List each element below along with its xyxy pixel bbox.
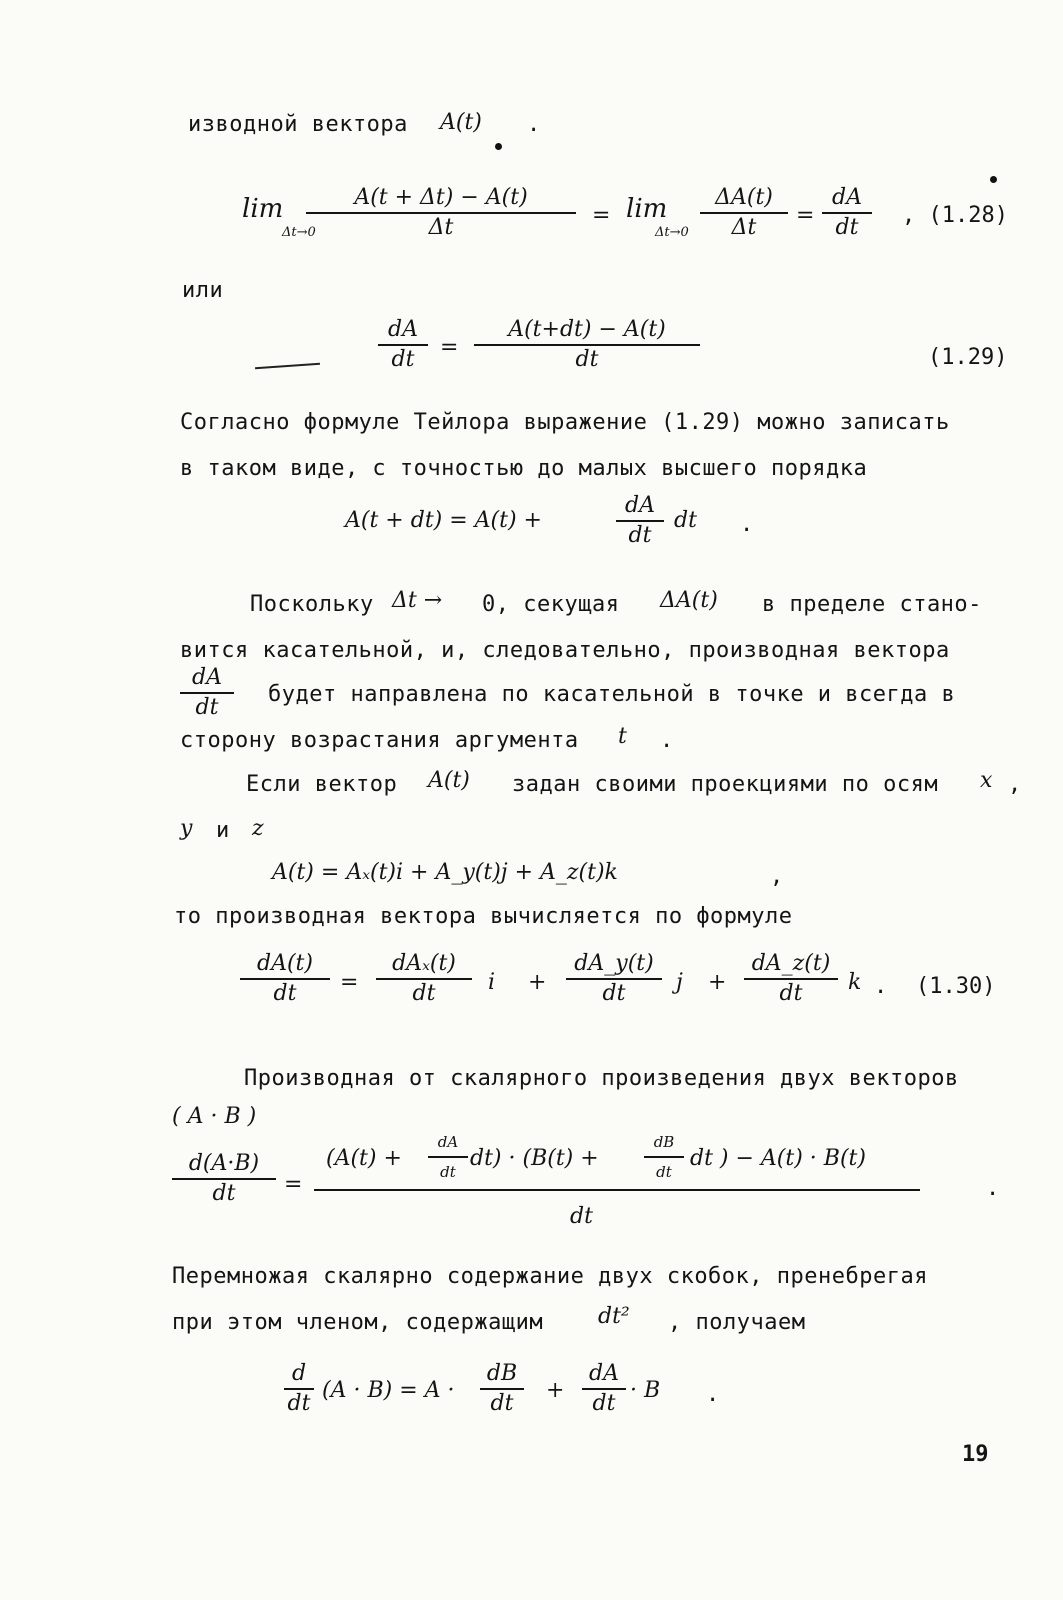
numerator: A(t + Δt) − A(t) xyxy=(354,185,528,210)
numerator: dB xyxy=(653,1133,675,1151)
text-line: сторону возрастания аргумента xyxy=(180,728,579,753)
text-line: вится касательной, и, следовательно, производная вектора xyxy=(180,638,950,663)
denominator: dt xyxy=(592,1391,616,1416)
denominator: dt xyxy=(287,1391,311,1416)
equation-number: (1.29) xyxy=(928,345,1008,370)
final-middle: (A · B) = A · xyxy=(322,1378,455,1403)
taylor-fraction xyxy=(616,492,664,550)
final-dB-dt xyxy=(480,1360,524,1418)
numerator: dA xyxy=(388,317,418,342)
numerator: A(t+dt) − A(t) xyxy=(508,317,666,342)
text-line: и xyxy=(216,818,230,843)
text-line: то производная вектора вычисляется по формуле xyxy=(174,904,793,929)
lim-subscript: Δt→0 xyxy=(282,225,316,240)
numerator: dA xyxy=(192,665,222,690)
equals: = xyxy=(440,335,459,360)
punct: . xyxy=(706,1382,720,1407)
text-line: в пределе стано- xyxy=(762,592,982,617)
denominator: dt xyxy=(391,347,415,372)
numerator: dA xyxy=(625,493,655,518)
text-line: в таком виде, с точностью до малых высшего порядка xyxy=(180,456,868,481)
equation-1-29-lhs xyxy=(378,316,428,374)
denominator: dt xyxy=(779,981,803,1006)
denominator: dt xyxy=(602,981,626,1006)
dot-product-lhs xyxy=(172,1150,276,1208)
punct: . xyxy=(527,112,541,137)
equals: = xyxy=(284,1172,303,1197)
denominator: dt xyxy=(835,215,859,240)
numerator: ΔA(t) xyxy=(715,185,773,210)
denominator: dt xyxy=(273,981,297,1006)
numerator: dA xyxy=(437,1133,459,1151)
numerator: dA xyxy=(832,185,862,210)
equation-1-30-z xyxy=(744,950,838,1008)
equation-1-28-fraction-2 xyxy=(700,184,788,242)
unit-k: k xyxy=(848,970,862,995)
plus: + xyxy=(546,1378,565,1403)
math-z: z xyxy=(252,816,264,841)
math-vector-A-t: A(t) xyxy=(428,768,470,793)
numerator: dA_z(t) xyxy=(751,951,831,976)
denominator: dt xyxy=(575,347,599,372)
punct: . xyxy=(740,512,754,537)
text-line: Поскольку xyxy=(250,592,374,617)
denominator: dt xyxy=(412,981,436,1006)
denominator: dt xyxy=(656,1163,672,1181)
equation-1-29-rhs xyxy=(474,316,700,374)
math-y: y xyxy=(180,816,193,841)
numerator: d xyxy=(291,1361,307,1386)
page-number: 19 xyxy=(962,1442,989,1467)
denominator: Δt xyxy=(731,215,757,240)
final-d-dt xyxy=(284,1360,314,1418)
math-delta-A: ΔA(t) xyxy=(660,588,718,613)
math-x: x xyxy=(980,768,993,793)
punct: . xyxy=(660,728,674,753)
numerator: dA xyxy=(589,1361,619,1386)
big-numerator-part-a: (A(t) + xyxy=(326,1146,402,1171)
text-line: Перемножая скалярно содержание двух скобок, пренебрегая xyxy=(172,1264,928,1289)
text-line: Согласно формуле Тейлора выражение (1.29) можно записать xyxy=(180,410,950,435)
denominator: dt xyxy=(490,1391,514,1416)
equals: = xyxy=(592,203,611,228)
equals: = xyxy=(340,970,359,995)
inner-fraction-dB-dt xyxy=(644,1128,684,1186)
denominator: dt xyxy=(628,523,652,548)
projection-formula: A(t) = Aₓ(t)i + A_y(t)j + A_z(t)k xyxy=(272,860,618,885)
numerator: dB xyxy=(486,1361,518,1386)
equation-1-30-lhs xyxy=(240,950,330,1008)
big-numerator-part-b: dt) · (B(t) + xyxy=(470,1146,599,1171)
text-line: Если вектор xyxy=(246,772,398,797)
punct: , xyxy=(770,864,784,889)
math-dt-squared: dt² xyxy=(598,1304,630,1329)
inner-fraction-dA-dt xyxy=(428,1128,468,1186)
taylor-lhs: A(t + dt) = A(t) + xyxy=(345,508,542,533)
big-denominator: dt xyxy=(570,1204,593,1229)
text-line: изводной вектора xyxy=(188,112,408,137)
numerator: d(A·B) xyxy=(188,1151,260,1176)
punct: , xyxy=(1008,772,1022,797)
taylor-dt: dt xyxy=(674,508,697,533)
pen-mark xyxy=(255,363,320,370)
lim-operator: lim xyxy=(242,194,284,224)
text-line: или xyxy=(182,278,224,303)
equation-1-28-fraction-3 xyxy=(822,184,872,242)
equals: = xyxy=(796,203,815,228)
numerator: dA(t) xyxy=(257,951,313,976)
final-end: · B xyxy=(630,1378,661,1403)
equation-1-30-y xyxy=(566,950,662,1008)
punct: . xyxy=(874,974,888,999)
math-t: t xyxy=(618,724,627,749)
numerator: dAₓ(t) xyxy=(392,951,456,976)
denominator: Δt xyxy=(428,215,454,240)
denominator: dt xyxy=(195,695,219,720)
lim-subscript: Δt→0 xyxy=(655,225,689,240)
text-line: Производная от скалярного произведения двух векторов xyxy=(244,1066,959,1091)
math-dot-product: ( A · B ) xyxy=(172,1104,257,1129)
lim-operator: lim xyxy=(626,194,668,224)
plus: + xyxy=(528,970,547,995)
text-line: при этом членом, содержащим xyxy=(172,1310,544,1335)
plus: + xyxy=(708,970,727,995)
math-delta-t: Δt → xyxy=(392,588,443,613)
ink-dot xyxy=(990,176,997,183)
final-dA-dt xyxy=(582,1360,626,1418)
text-line: будет направлена по касательной в точке и всегда в xyxy=(268,682,956,707)
numerator: dA_y(t) xyxy=(574,951,654,976)
equation-1-30-x xyxy=(376,950,472,1008)
text-line: , получаем xyxy=(668,1310,806,1335)
math-vector-A-t: A(t) xyxy=(440,110,482,135)
inline-fraction-dA-dt xyxy=(180,664,234,722)
ink-dot xyxy=(495,143,502,150)
denominator: dt xyxy=(440,1163,456,1181)
unit-j: j xyxy=(676,970,683,995)
equation-number: (1.30) xyxy=(916,974,996,999)
big-fraction-bar xyxy=(314,1189,920,1191)
text-line: задан своими проекциями по осям xyxy=(512,772,939,797)
denominator: dt xyxy=(212,1181,236,1206)
unit-i: i xyxy=(488,970,496,995)
equation-number: , (1.28) xyxy=(902,203,1008,228)
punct: . xyxy=(986,1176,1000,1201)
big-numerator-part-c: dt ) − A(t) · B(t) xyxy=(690,1146,866,1171)
equation-1-28-fraction-1 xyxy=(306,184,576,242)
text-line: 0, секущая xyxy=(482,592,620,617)
